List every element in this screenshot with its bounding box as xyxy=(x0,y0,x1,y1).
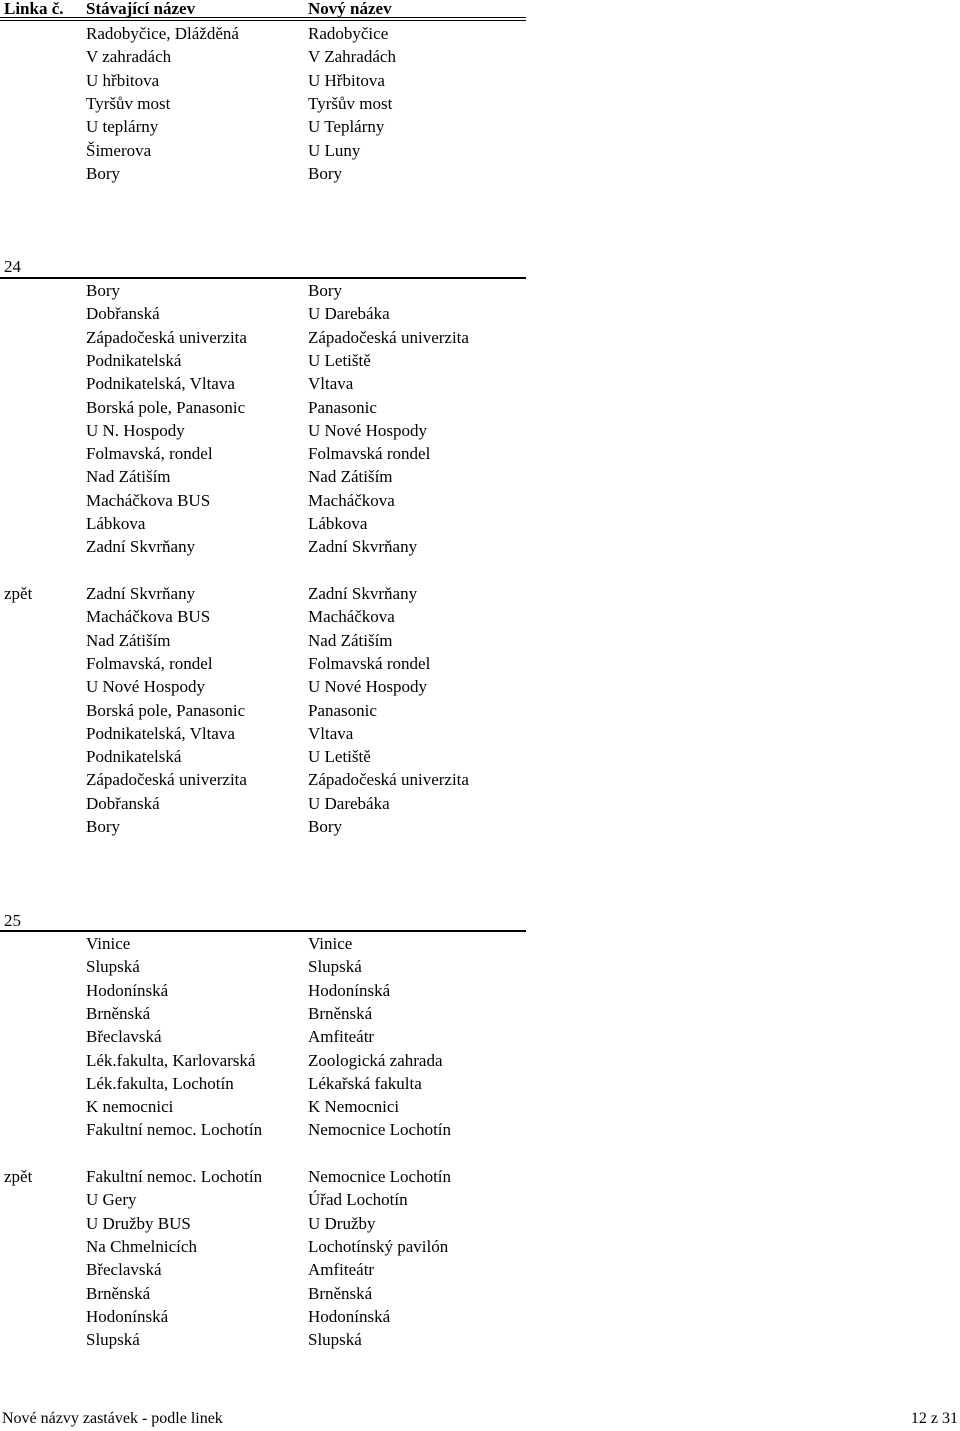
table-row xyxy=(0,279,526,302)
new-stop-name: Zadní Skvrňany xyxy=(308,537,418,557)
new-stop-name: Folmavská rondel xyxy=(308,444,431,464)
new-stop-name: Západočeská univerzita xyxy=(308,327,469,347)
footer-document-title: Nové názvy zastávek - podle linek xyxy=(2,1410,223,1427)
new-stop-name: Amfiteátr xyxy=(308,1027,375,1047)
table-row xyxy=(0,535,526,558)
current-stop-name: V zahradách xyxy=(86,47,172,67)
table-row xyxy=(0,979,526,1002)
new-stop-name: U Teplárny xyxy=(308,117,385,137)
new-stop-name: V Zahradách xyxy=(308,47,396,67)
current-stop-name: Nad Zátiším xyxy=(86,630,171,650)
current-stop-name: Brněnská xyxy=(86,1003,151,1023)
table-row xyxy=(0,1212,526,1235)
current-stop-name: Borská pole, Panasonic xyxy=(86,397,246,417)
current-stop-name: K nemocnici xyxy=(86,1097,174,1117)
new-stop-name: U Luny xyxy=(308,140,361,160)
current-stop-name: Lábkova xyxy=(86,514,146,533)
current-stop-name: Borská pole, Panasonic xyxy=(86,700,246,720)
current-stop-name: Lék.fakulta, Lochotín xyxy=(86,1073,234,1093)
table-row xyxy=(0,115,526,138)
current-stop-name: Radobyčice, Dlážděná xyxy=(86,24,239,43)
new-stop-name: Nemocnice Lochotín xyxy=(308,1167,452,1186)
new-stop-name: Nad Zátiším xyxy=(308,467,393,487)
table-row xyxy=(0,139,526,162)
table-row xyxy=(0,1235,526,1258)
new-stop-name: U Hřbitova xyxy=(308,70,385,90)
table-row xyxy=(0,396,526,419)
line-number: 25 xyxy=(4,911,21,930)
table-row xyxy=(0,326,526,349)
current-stop-name: U N. Hospody xyxy=(86,420,185,440)
new-stop-name: K Nemocnici xyxy=(308,1097,400,1117)
table-row xyxy=(0,955,526,978)
table-row xyxy=(0,22,526,45)
table-row xyxy=(0,162,526,185)
current-stop-name: U teplárny xyxy=(86,117,159,137)
current-stop-name: Folmavská, rondel xyxy=(86,444,213,464)
table-row xyxy=(0,419,526,442)
new-stop-name: Bory xyxy=(308,281,342,300)
current-stop-name: Podnikatelská xyxy=(86,747,182,767)
current-stop-name: Dobřanská xyxy=(86,304,160,324)
table-row xyxy=(0,745,526,768)
table-row xyxy=(0,92,526,115)
new-stop-name: Lábkova xyxy=(308,514,368,533)
current-stop-name: Podnikatelská, Vltava xyxy=(86,723,235,743)
current-stop-name: Dobřanská xyxy=(86,793,160,813)
current-stop-name: Slupská xyxy=(86,1330,140,1350)
new-stop-name: Hodonínská xyxy=(308,980,391,1000)
new-stop-name: Radobyčice xyxy=(308,24,389,43)
table-row xyxy=(0,69,526,92)
table-row xyxy=(0,1282,526,1305)
current-stop-name: Fakultní nemoc. Lochotín xyxy=(86,1120,263,1140)
table-row xyxy=(0,349,526,372)
line-number: 24 xyxy=(4,257,21,276)
header-line-number: Linka č. xyxy=(4,0,64,18)
table-row xyxy=(0,792,526,815)
new-stop-name: Amfiteátr xyxy=(308,1260,375,1280)
new-stop-name: Úřad Lochotín xyxy=(308,1190,408,1210)
table-header xyxy=(0,0,526,20)
table-row xyxy=(0,1072,526,1095)
table-row xyxy=(0,302,526,325)
current-stop-name: Tyršův most xyxy=(86,93,171,113)
table-row xyxy=(0,1118,526,1141)
current-stop-name: Lék.fakulta, Karlovarská xyxy=(86,1050,256,1070)
table-row xyxy=(0,652,526,675)
header-current-name: Stávající název xyxy=(86,0,196,18)
current-stop-name: U Nové Hospody xyxy=(86,677,205,697)
new-stop-name: Macháčkova xyxy=(308,607,395,627)
current-stop-name: Hodonínská xyxy=(86,980,169,1000)
new-stop-name: U Letiště xyxy=(308,350,371,370)
current-stop-name: Zadní Skvrňany xyxy=(86,537,196,557)
current-stop-name: Bory xyxy=(86,163,120,183)
new-stop-name: Vltava xyxy=(308,374,354,394)
table-row xyxy=(0,372,526,395)
new-stop-name: Nemocnice Lochotín xyxy=(308,1120,452,1140)
footer-page-number: 12 z 31 xyxy=(910,1410,958,1427)
new-stop-name: Vinice xyxy=(308,934,353,953)
table-row xyxy=(0,1095,526,1118)
new-stop-name: Vltava xyxy=(308,723,354,743)
new-stop-name: Lékařská fakulta xyxy=(308,1073,422,1093)
table-row xyxy=(0,932,526,955)
current-stop-name: Západočeská univerzita xyxy=(86,327,247,347)
table-row xyxy=(0,675,526,698)
table-row xyxy=(0,605,526,628)
table-row xyxy=(0,45,526,68)
new-stop-name: Folmavská rondel xyxy=(308,653,431,673)
new-stop-name: Panasonic xyxy=(308,397,377,417)
current-stop-name: Šimerova xyxy=(86,140,152,160)
current-stop-name: Bory xyxy=(86,817,120,836)
new-stop-name: Panasonic xyxy=(308,700,377,720)
new-stop-name: U Nové Hospody xyxy=(308,420,427,440)
direction-label: zpět xyxy=(4,1167,33,1186)
new-stop-name: U Letiště xyxy=(308,747,371,767)
new-stop-name: Lochotínský pavilón xyxy=(308,1236,449,1256)
table-row xyxy=(0,442,526,465)
current-stop-name: Brněnská xyxy=(86,1283,151,1303)
new-stop-name: Slupská xyxy=(308,957,362,977)
new-stop-name: Bory xyxy=(308,817,342,836)
current-stop-name: U Družby BUS xyxy=(86,1213,191,1233)
current-stop-name: U Gery xyxy=(86,1190,137,1210)
header-new-name: Nový název xyxy=(308,0,392,18)
table-row xyxy=(0,582,526,605)
new-stop-name: Slupská xyxy=(308,1330,362,1350)
table-row xyxy=(0,722,526,745)
direction-label: zpět xyxy=(4,584,33,603)
current-stop-name: Hodonínská xyxy=(86,1306,169,1326)
current-stop-name: Břeclavská xyxy=(86,1260,162,1280)
current-stop-name: Nad Zátiším xyxy=(86,467,171,487)
new-stop-name: Zoologická zahrada xyxy=(308,1050,443,1070)
new-stop-name: Hodonínská xyxy=(308,1306,391,1326)
table-row xyxy=(0,1049,526,1072)
new-stop-name: U Družby xyxy=(308,1213,376,1233)
new-stop-name: Brněnská xyxy=(308,1003,373,1023)
new-stop-name: Brněnská xyxy=(308,1283,373,1303)
table-row xyxy=(0,768,526,791)
current-stop-name: Západočeská univerzita xyxy=(86,770,247,790)
new-stop-name: Západočeská univerzita xyxy=(308,770,469,790)
header-double-rule xyxy=(0,17,526,21)
table-row xyxy=(0,1002,526,1025)
table-row xyxy=(0,1025,526,1048)
table-row xyxy=(0,489,526,512)
new-stop-name: Zadní Skvrňany xyxy=(308,584,418,603)
table-row xyxy=(0,815,526,838)
table-row xyxy=(0,1328,526,1351)
current-stop-name: Podnikatelská xyxy=(86,350,182,370)
current-stop-name: U hřbitova xyxy=(86,70,160,90)
table-row xyxy=(0,629,526,652)
table-row xyxy=(0,1258,526,1281)
current-stop-name: Bory xyxy=(86,281,120,300)
table-row xyxy=(0,1188,526,1211)
new-stop-name: U Darebáka xyxy=(308,304,390,324)
current-stop-name: Zadní Skvrňany xyxy=(86,584,196,603)
new-stop-name: U Nové Hospody xyxy=(308,677,427,697)
new-stop-name: Nad Zátiším xyxy=(308,630,393,650)
table-row xyxy=(0,465,526,488)
current-stop-name: Podnikatelská, Vltava xyxy=(86,374,235,394)
new-stop-name: Tyršův most xyxy=(308,93,393,113)
table-row xyxy=(0,1165,526,1188)
current-stop-name: Macháčkova BUS xyxy=(86,607,211,627)
page-footer xyxy=(0,1408,960,1430)
current-stop-name: Vinice xyxy=(86,934,131,953)
current-stop-name: Na Chmelnicích xyxy=(86,1236,197,1256)
current-stop-name: Břeclavská xyxy=(86,1027,162,1047)
current-stop-name: Slupská xyxy=(86,957,140,977)
current-stop-name: Folmavská, rondel xyxy=(86,653,213,673)
new-stop-name: Bory xyxy=(308,163,342,183)
table-row xyxy=(0,1305,526,1328)
table-row xyxy=(0,512,526,535)
current-stop-name: Fakultní nemoc. Lochotín xyxy=(86,1167,263,1186)
new-stop-name: U Darebáka xyxy=(308,793,390,813)
table-row xyxy=(0,699,526,722)
new-stop-name: Macháčkova xyxy=(308,490,395,510)
current-stop-name: Macháčkova BUS xyxy=(86,490,211,510)
